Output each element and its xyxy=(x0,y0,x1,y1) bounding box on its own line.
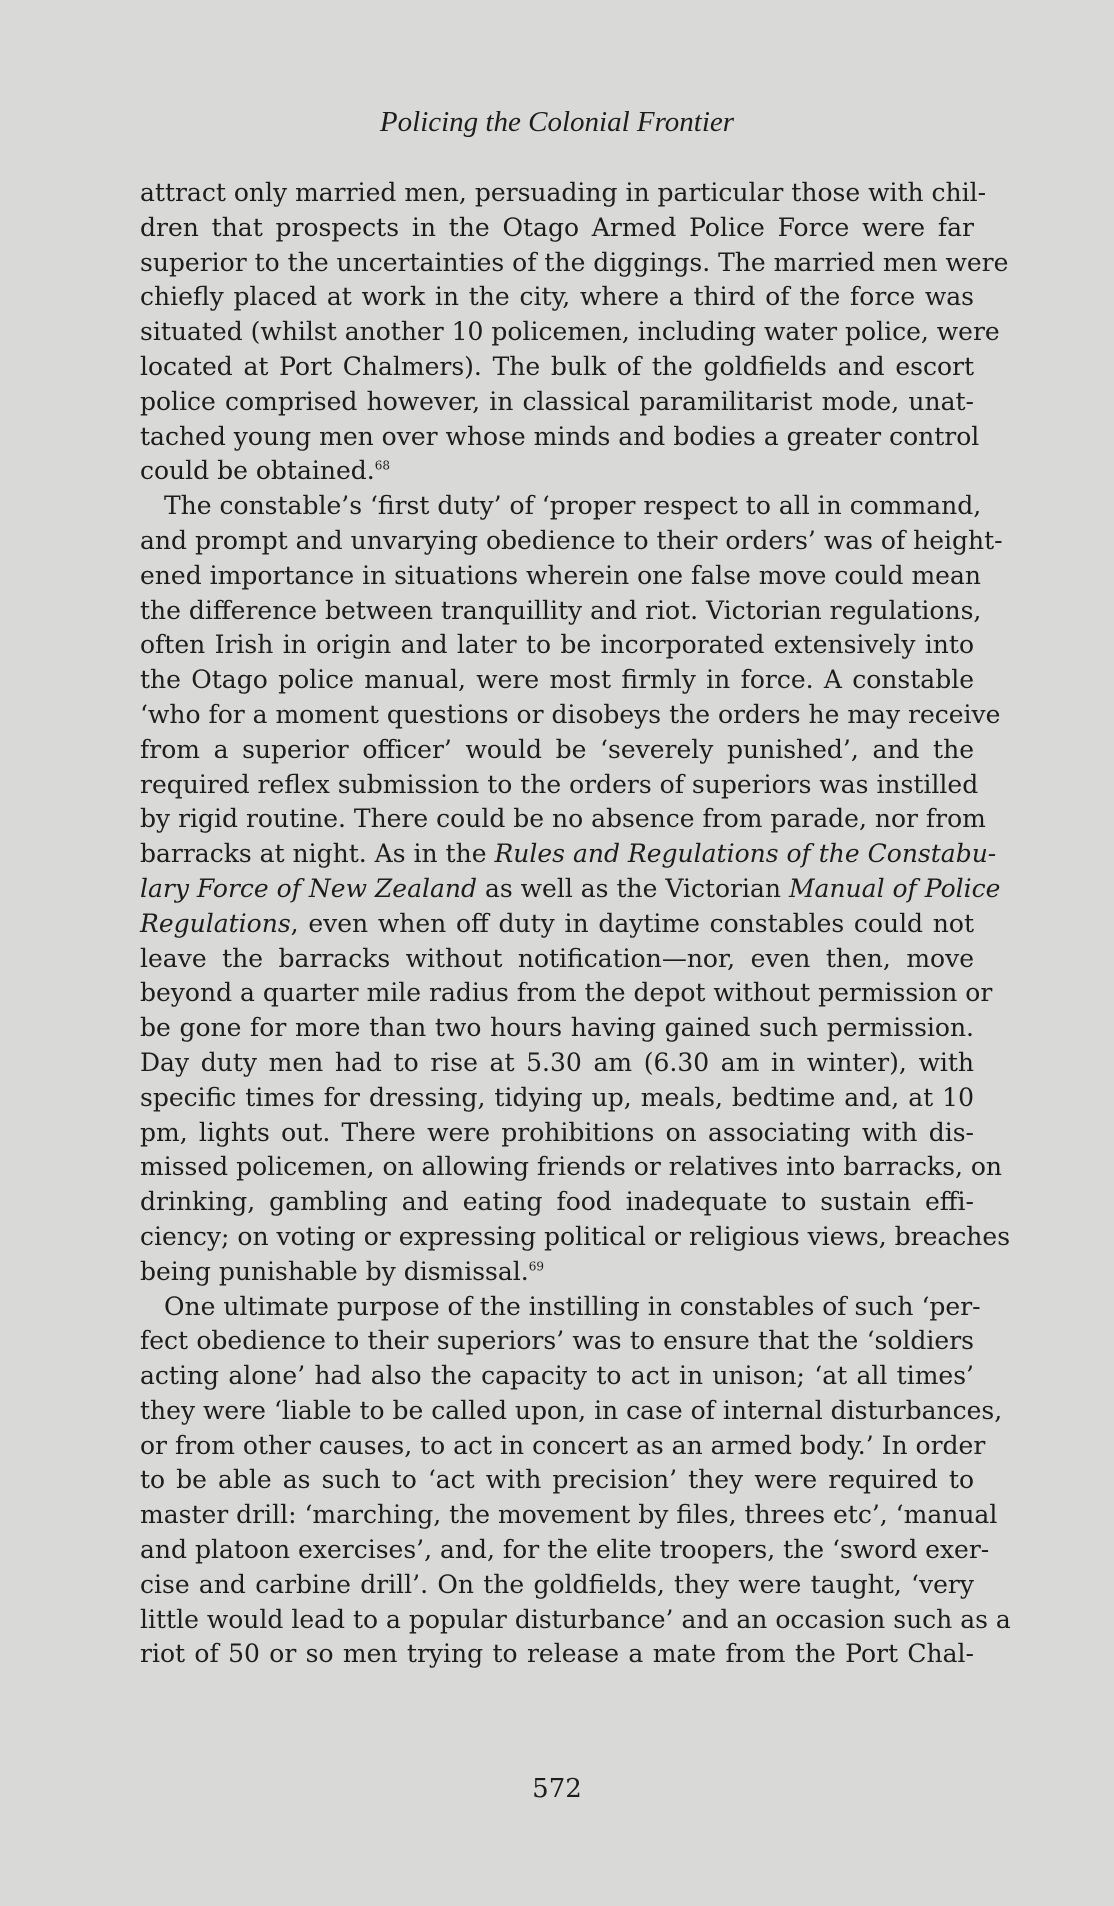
text-line: situated (whilst another 10 policemen, including water police, were xyxy=(140,317,1000,347)
body-text xyxy=(140,176,1011,1672)
paragraph-2 xyxy=(140,489,1011,1289)
text-span: being punishable by dismissal. xyxy=(140,1256,529,1286)
text-line xyxy=(140,454,974,489)
text-line: missed policemen, on allowing friends or relatives into barracks, on xyxy=(140,1152,1003,1182)
book-title-italic: lary Force of New Zealand xyxy=(140,873,477,903)
text-line: or from other causes, to act in concert as an armed body.’ In order xyxy=(140,1430,986,1460)
text-line xyxy=(140,872,1001,907)
text-line: master drill: ‘marching, the movement by files, threes etc’, ‘manual xyxy=(140,1500,998,1530)
text-line: superior to the uncertainties of the diggings. The married men were xyxy=(140,247,1009,277)
footnote-marker[interactable]: 68 xyxy=(374,459,390,474)
text-line: ‘who for a moment questions or disobeys the orders he may receive xyxy=(140,699,1001,729)
text-span: could be obtained. xyxy=(140,456,375,486)
text-line: ciency; on voting or expressing political or religious views, breaches xyxy=(140,1221,1011,1251)
page-number: 572 xyxy=(532,1774,582,1804)
text-line: the Otago police manual, were most firmly in force. A constable xyxy=(140,665,974,695)
book-title-italic: Rules and Regulations of the Constabu- xyxy=(494,839,997,869)
text-line: One ultimate purpose of the instilling in constables of such ‘per- xyxy=(164,1291,981,1321)
text-line: leave the barracks without notification—nor, even then, move xyxy=(140,943,974,973)
text-line: little would lead to a popular disturbance’ and an occasion such as a xyxy=(140,1604,1011,1634)
text-line: cise and carbine drill’. On the goldfields, they were taught, ‘very xyxy=(140,1569,974,1599)
text-line: to be able as such to ‘act with precision’ they were required to xyxy=(140,1465,974,1495)
text-line: The constable’s ‘first duty’ of ‘proper respect to all in command, xyxy=(164,491,982,521)
text-line: they were ‘liable to be called upon, in case of internal disturbances, xyxy=(140,1395,1003,1425)
text-line: often Irish in origin and later to be incorporated extensively into xyxy=(140,630,974,660)
book-title-italic: Regulations xyxy=(140,908,291,938)
text-line xyxy=(140,837,997,872)
text-line: pm, lights out. There were prohibitions on associating with dis- xyxy=(140,1117,974,1147)
text-line: by rigid routine. There could be no absence from parade, nor from xyxy=(140,804,986,834)
text-line: and prompt and unvarying obedience to their orders’ was of height- xyxy=(140,525,1003,555)
paragraph-1 xyxy=(140,176,1009,489)
text-line: from a superior officer’ would be ‘severely punished’, and the xyxy=(140,734,974,764)
paragraph-3 xyxy=(140,1290,1011,1673)
text-line: be gone for more than two hours having gained such permission. xyxy=(140,1013,974,1043)
text-span: , even when off duty in daytime constables could not xyxy=(290,908,974,938)
text-line: located at Port Chalmers). The bulk of the goldfields and escort xyxy=(140,351,974,381)
text-line: beyond a quarter mile radius from the depot without permission or xyxy=(140,978,993,1008)
text-line: ened importance in situations wherein one false move could mean xyxy=(140,560,981,590)
text-line: tached young men over whose minds and bodies a greater control xyxy=(140,421,980,451)
text-line: attract only married men, persuading in particular those with chil- xyxy=(140,178,987,207)
text-line xyxy=(140,907,974,942)
text-line: chiefly placed at work in the city, where a third of the force was xyxy=(140,282,974,312)
text-line: specific times for dressing, tidying up, meals, bedtime and, at 10 xyxy=(140,1082,974,1112)
text-span: barracks at night. As in the xyxy=(140,839,495,869)
text-line: dren that prospects in the Otago Armed Police Force were far xyxy=(140,212,974,242)
text-line: and platoon exercises’, and, for the elite troopers, the ‘sword exer- xyxy=(140,1535,990,1565)
text-line: acting alone’ had also the capacity to act in unison; ‘at all times’ xyxy=(140,1361,974,1391)
text-line: riot of 50 or so men trying to release a mate from the Port Chal- xyxy=(140,1639,974,1669)
text-line: fect obedience to their superiors’ was to ensure that the ‘soldiers xyxy=(140,1326,974,1356)
text-line: police comprised however, in classical paramilitarist mode, unat- xyxy=(140,386,974,416)
text-line xyxy=(140,1255,974,1290)
text-line: drinking, gambling and eating food inadequate to sustain effi- xyxy=(140,1187,974,1217)
text-line: required reflex submission to the orders of superiors was instilled xyxy=(140,769,979,799)
text-span: as well as the Victorian xyxy=(477,873,789,903)
running-head: Policing the Colonial Frontier xyxy=(379,106,735,138)
text-line: Day duty men had to rise at 5.30 am (6.30 am in winter), with xyxy=(140,1047,974,1077)
book-title-italic: Manual of Police xyxy=(788,873,1001,903)
text-line: the difference between tranquillity and riot. Victorian regulations, xyxy=(140,595,982,625)
footnote-marker[interactable]: 69 xyxy=(528,1259,545,1274)
